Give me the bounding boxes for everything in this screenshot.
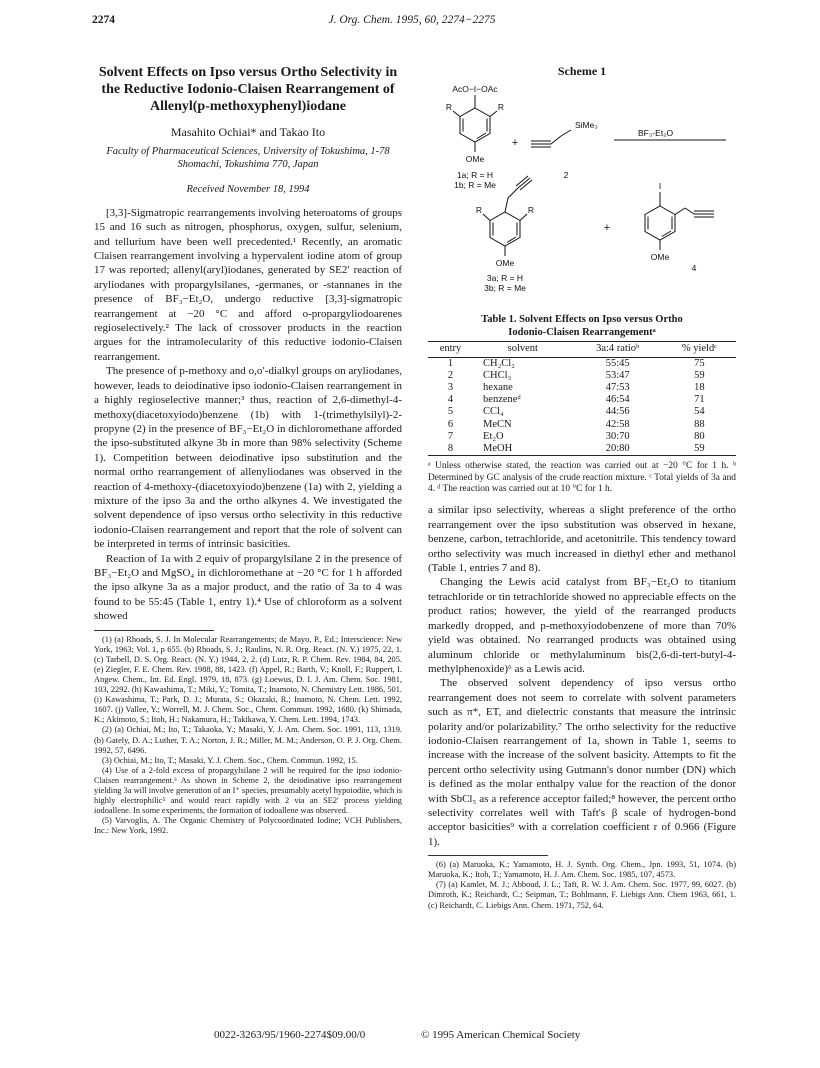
table-caption	[428, 314, 736, 339]
cell-entry: 5	[447, 406, 454, 418]
cell-entry: 7	[447, 430, 454, 442]
publication-code: 0022-3263/95/1960-2274$09.00/0	[214, 1029, 366, 1041]
compound-label-1b: 1b; R = Me	[454, 180, 496, 191]
methoxy-label: OMe	[650, 252, 670, 263]
page-number: 2274	[92, 14, 115, 26]
left-column	[94, 64, 402, 836]
iodine-label: I	[658, 181, 662, 192]
received-date: Received November 18, 1994	[186, 184, 310, 196]
plus-sign: +	[511, 137, 519, 150]
cell-yield: 88	[694, 418, 705, 430]
cell-ratio: 30:70	[605, 430, 630, 442]
article-title: Solvent Effects on Ipso versus Ortho Selectivity in the Reductive Iodonio-Claisen Rearrangement of Allenyl(p-methoxyphenyl)iodane	[98, 65, 398, 114]
reference-item: (4) Use of a 2-fold excess of propargylsilane 2 will be required for the ipso iodonio-Claisen rearrangement.³ As shown in Scheme 2, the deiodinative ipso rearrangement yielding 3a will involve generation of an I⁺ species, presumably acetyl hypoiodite, which is highly electrophilic⁵ and would react rapidly with 2 via an SE2′ process yielding iodoallene. In some experiments, the formation of iodoallene was observed.	[94, 765, 402, 816]
article-authors: Masahito Ochiai* and Takao Ito	[170, 125, 326, 139]
cell-yield: 75	[694, 357, 705, 369]
trimethylsilyl-label: SiMe₃	[575, 120, 598, 131]
table-caption-line: Table 1. Solvent Effects on Ipso versus Ortho	[481, 314, 683, 326]
table-footnote: ᵃ Unless otherwise stated, the reaction was carried out at −20 °C for 1 h. ᵇ Determined by GC analysis of the crude reaction mixture. ᶜ Total yields of 3a and 4. ᵈ The reaction was carried out at 10 °C for 1 h.	[428, 461, 736, 495]
references-left	[94, 630, 402, 837]
cell-solvent: Et₂O	[483, 430, 504, 442]
table-row	[428, 394, 736, 406]
cell-ratio: 44:56	[605, 406, 630, 418]
running-header	[92, 14, 732, 30]
cell-solvent: MeCN	[483, 418, 512, 430]
body-paragraph: [3,3]-Sigmatropic rearrangements involving heteroatoms of groups 15 and 16 such as nitrogen, phosphorus, oxygen, sulfur, selenium, and tellurium have been well precedented.¹ Recently, an aromatic Claisen rearrangement involving a hypervalent iodine atom of group 17 was reported; allenyl(aryl)iodanes, generated by SE2′ reaction of aryliodanes with propargylsilanes, -germanes, or -stannanes in the presence of BF₃−Et₂O, undergo reductive [3,3]-sigmatropic rearrangement at −20 °C and afford o-propargyliodoarenes regioselectively.² The lack of crossover products in the reaction argues for the intramolecularity of this reductive iodonio-Claisen rearrangement.	[94, 206, 402, 363]
footnote-rule	[94, 630, 214, 631]
table-caption-line: Iodonio-Claisen Rearrangementᵃ	[508, 326, 656, 338]
reference-item: (3) Ochiai, M.; Ito, T.; Masaki, Y. J. Chem. Soc., Chem. Commun. 1992, 15.	[102, 755, 358, 765]
cell-ratio: 53:47	[605, 369, 630, 381]
page-footer	[94, 1029, 736, 1043]
cell-entry: 3	[447, 382, 454, 394]
cell-solvent: CCl₄	[483, 406, 504, 418]
cell-solvent: MeOH	[473, 443, 573, 456]
reagent-acoioac: AcO−I−OAc	[452, 84, 498, 95]
reaction-scheme	[428, 80, 736, 312]
body-paragraph: The observed solvent dependency of ipso versus ortho rearrangement does not seem to correlate with solvent parameters such as π*, ET, and dielectric constants that measure the intrinsic polarity and/or polarizability.⁷ The ortho selectivity for the reductive iodonio-Claisen rearrangement of 1a, shown in Table 1, seems to increase with the increase of the solvent basicity. Attempts to fit the percent ortho selectivity using Gutmann's donor number (DN) which is defined as the molar enthalpy value for the reaction of the donor with SbCl₅ as a reference acceptor failed;⁸ however, the percent ortho selectivity correlates well with Taft's β scale of hydrogen-bond acceptor basicities⁹ with a correlation coefficient r of 0.966 (Figure 1).	[428, 677, 736, 848]
cell-entry: 4	[447, 394, 454, 406]
column-header: entry	[428, 342, 473, 357]
journal-citation: J. Org. Chem. 1995, 60, 2274−2275	[328, 14, 496, 26]
table-row	[428, 443, 736, 456]
cell-yield: 59	[694, 369, 705, 381]
substituent-r: R	[497, 102, 505, 113]
table-row	[428, 419, 736, 431]
scheme-title: Scheme 1	[557, 64, 607, 78]
table-row	[428, 406, 736, 418]
cell-entry: 8	[428, 443, 473, 456]
plus-sign: +	[603, 222, 611, 235]
cell-ratio: 20:80	[573, 443, 663, 456]
substituent-r: R	[527, 205, 535, 216]
compound-label-3b: 3b; R = Me	[484, 283, 526, 294]
cell-entry: 6	[447, 418, 454, 430]
cell-ratio: 55:45	[605, 357, 630, 369]
cell-solvent: benzeneᵈ	[483, 394, 521, 406]
cell-ratio: 47:53	[605, 382, 630, 394]
methoxy-label: OMe	[465, 154, 485, 165]
body-paragraph: The presence of p-methoxy and o,o′-dialkyl groups on aryliodanes, however, leads to deiodinative ipso iodonio-Claisen rearrangement in a highly regioselective manner;³ thus, reaction of 2,6-dimethyl-4-methoxy(diacetoxyiodo)benzene (1b) with 1-(trimethylsilyl)-2-propyne (2) in the presence of BF₃−Et₂O in dichloromethane afforded the ipso-substituted alkyne 3b in more than 98% selectivity (Scheme 1). Competition between deiodinative ipso substitution and the normal ortho rearrangement of allenyliodanes was observed in the reaction of 4-methoxy-(diacetoxyiodo)benzene (1a) with 2, yielding a mixture of the ipso 3a and the ortho alkynes 4. We investigated the solvent dependence of ipso versus ortho selectivity in this reductive iodonio-Claisen rearrangement and report that the role of solvent can be interpreted in terms of intrinsic basicities.	[94, 365, 402, 551]
substituent-r: R	[445, 102, 453, 113]
footnote-rule	[428, 855, 548, 856]
cell-solvent: CHCl₃	[483, 369, 512, 381]
cell-yield: 71	[694, 394, 705, 406]
cell-ratio: 46:54	[605, 394, 630, 406]
compound-label-2: 2	[563, 170, 569, 181]
copyright-notice: © 1995 American Chemical Society	[421, 1029, 581, 1041]
compound-label-1a: 1a; R = H	[456, 170, 494, 181]
author-affiliation: Faculty of Pharmaceutical Sciences, University of Tokushima, 1-78 Shomachi, Tokushima 770, Japan	[106, 146, 390, 171]
reference-item: (6) (a) Maruoka, K.; Yamamoto, H. J. Synth. Org. Chem., Jpn. 1993, 51, 1074. (b) Maruoka, K.; Itoh, T.; Yamamoto, H. J. Am. Chem. Soc. 1985, 107, 4573.	[428, 860, 736, 880]
benzene-ring-1	[460, 108, 490, 142]
substituent-r: R	[475, 205, 483, 216]
column-header: 3a:4 ratioᵇ	[573, 342, 663, 357]
cell-yield: 59	[663, 443, 736, 456]
table-row	[428, 370, 736, 382]
table-row	[428, 431, 736, 443]
table-row	[428, 357, 736, 370]
cell-yield: 80	[694, 430, 705, 442]
reference-item: (1) (a) Rhoads, S. J. In Molecular Rearrangements; de Mayo, P., Ed.; Interscience: New York, 1963; Vol. 1, p 655. (b) Rhoads, S. J.; Raulins, N. R. Org. React. (N. Y.) 1975, 22, 1. (c) Tarbell, D. S. Org. React. (N. Y.) 1944, 2, 2. (d) Lutz, R. P. Chem. Rev. 1984, 84, 205. (e) Ziegler, F. E. Chem. Rev. 1988, 88, 1423. (f) Appel, R.; Barth, V.; Knoll, F.; Ruppert, I. Angew. Chem., Int. Ed. Engl. 1979, 18, 873. (g) Loewus, D. I. J. Am. Chem. Soc. 1981, 103, 2292. (h) Kawashima, T.; Miki, Y.; Tomita, T.; Inamoto, N. Chemistry Lett. 1986, 501. (i) Kawashima, T.; Park, D. J.; Murata, S.; Okazaki, R.; Inamoto, N. Chem. Lett. 1992, 1607. (j) Vallee, Y.; Worrell, M. J. Chem. Soc., Chem. Commun. 1992, 1680. (k) Shimada, K.; Akimoto, S.; Itoh, H.; Nakamura, H.; Takikawa, Y. Chem. Lett. 1994, 1743.	[94, 634, 402, 725]
cell-entry: 1	[447, 357, 454, 369]
cell-solvent: CH₂Cl₂	[483, 357, 515, 369]
column-header: solvent	[473, 342, 573, 357]
references-right	[428, 855, 736, 910]
catalyst-label: BF₃-Et₂O	[638, 128, 674, 139]
compound-label-4: 4	[691, 263, 697, 274]
benzene-ring-3	[490, 212, 520, 246]
table-header-row	[428, 342, 736, 357]
reference-item: (5) Varvoglis, A. The Organic Chemistry of Polycoordinated Iodine; VCH Publishers, Inc.: New York, 1992.	[94, 816, 402, 836]
cell-solvent: hexane	[483, 382, 513, 394]
column-header: % yieldᶜ	[663, 342, 736, 357]
reference-item: (7) (a) Kamlet, M. J.; Abboud, J. L.; Taft, R. W. J. Am. Chem. Soc. 1977, 99, 6027. (b) Dimroth, K.; Reichardt, C.; Seipman, T.; Bohlmann, F. Liebigs Ann. Chem 1963, 661, 1. (c) Reichardt, C. Liebigs Ann. Chem. 1971, 752, 64.	[428, 880, 736, 910]
cell-entry: 2	[447, 369, 454, 381]
cell-ratio: 42:58	[605, 418, 630, 430]
table-row	[428, 382, 736, 394]
cell-yield: 54	[694, 406, 705, 418]
methoxy-label: OMe	[495, 258, 515, 269]
body-paragraph: Reaction of 1a with 2 equiv of propargylsilane 2 in the presence of BF₃−Et₂O and MgSO₄ in dichloromethane at −20 °C for 1 h afforded the ipso alkyne 3a as a major product, and the ratio of 3a to 4 was found to be 55:45 (Table 1, entry 1).⁴ Use of chloroform as a solvent showed	[94, 552, 402, 623]
reference-item: (2) (a) Ochiai, M.; Ito, T.; Takaoka, Y.; Masaki, Y. J. Am. Chem. Soc. 1991, 113, 1319. (b) Gately, D. A.; Luther, T. A.; Norton, J. R.; Miller, M. M.; Anderson, O. P. J. Org. Chem. 1992, 57, 6496.	[94, 725, 402, 755]
compound-label-3a: 3a; R = H	[486, 273, 524, 284]
solvent-effects-table	[428, 341, 736, 456]
cell-yield: 18	[694, 382, 705, 394]
body-paragraph: a similar ipso selectivity, whereas a slight preference of the ortho rearrangement over the ipso substitution was observed in hexane, benzene, carbon, tetrachloride, and acetonitrile. This tendency toward ortho selectivity was much increased in diethyl ether and methanol (Table 1, entries 7 and 8).	[428, 504, 736, 575]
right-column	[428, 64, 736, 911]
benzene-ring-4	[645, 206, 675, 240]
body-paragraph: Changing the Lewis acid catalyst from BF₃−Et₂O to titanium tetrachloride or tin tetrachloride showed no appreciable effects on the product ratios; however, the yield of the rearranged products markedly dropped, and p-methoxyiodobenzene of more than 70% yield was obtained. No rearranged products was obtained using aluminum chloride or methylaluminum bis(2,6-di-tert-butyl-4-methylphenoxide)⁶ as a Lewis acid.	[428, 576, 736, 675]
